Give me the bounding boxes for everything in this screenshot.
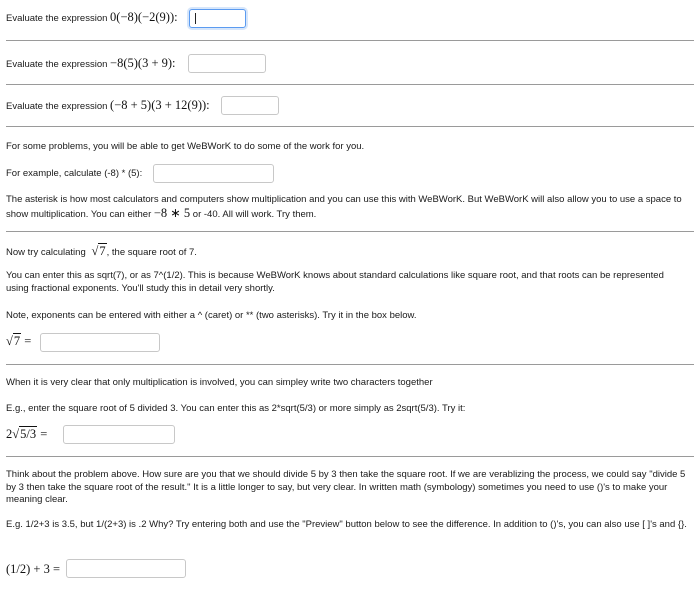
problem-1-prompt: [6, 11, 694, 25]
sqrt-7-math: √7: [88, 244, 106, 258]
webwork-intro-text: For some problems, you will be able to get WeBWorK to do some of the work for you.: [6, 141, 365, 152]
sqrt-equation-label: √7 =: [6, 334, 32, 348]
asterisk-paragraph-end: or -40. All will work. Try them.: [192, 208, 317, 220]
problem-1-answer-input[interactable]: [189, 9, 246, 28]
parentheses-paragraph: Think about the problem above. How sure are you that we should divide 5 by 3 then take the square root. If we are verablizing the process, we could say "divide 5 by 3 then take the square root of the result." It is a little longer to say, but very clear. In written math (symbology) sometimes you need to use ()'s to make your meaning clear.: [6, 469, 686, 505]
divider: [6, 40, 694, 41]
divider: [6, 84, 694, 85]
problem-2-prompt: [6, 57, 694, 71]
coefficient: 2: [6, 427, 13, 441]
example-answer-input[interactable]: [153, 164, 274, 183]
half-plus-three-answer-input[interactable]: [66, 559, 186, 578]
problem-3-answer-input[interactable]: [221, 96, 279, 115]
asterisk-math: −8 ∗ 5: [153, 205, 191, 220]
sqrt-5-3-equation-label: 2√5/3 =: [6, 427, 48, 441]
problem-1-expression: 0(−8)(−2(9)):: [110, 10, 178, 24]
sqrt-5-3-answer-input[interactable]: [63, 425, 175, 444]
problem-2-expression: −8(5)(3 + 9):: [110, 56, 176, 70]
divider: [6, 456, 694, 457]
text-caret: [195, 13, 196, 24]
sqrt-radicand: 7: [99, 244, 106, 258]
exponent-note: Note, exponents can be entered with either a ^ (caret) or ** (two asterisks). Try it in the box below.: [6, 310, 417, 321]
asterisk-paragraph: [6, 194, 686, 221]
problem-2-answer-input[interactable]: [188, 54, 266, 73]
divider: [6, 231, 694, 232]
problem-3-text: Evaluate the expression: [6, 101, 108, 112]
problem-1-text: Evaluate the expression: [6, 13, 108, 24]
equals-sign: =: [40, 427, 48, 441]
divider: [6, 364, 694, 365]
sqrt-5-3-radicand: 5/3: [20, 427, 37, 441]
divider: [6, 126, 694, 127]
sqrt-explanation: You can enter this as sqrt(7), or as 7^(1/2). This is because WeBWorK knows about standard calculations like square root, and that roots can be represented using fractional exponents. You'll study this in detail very shortly.: [6, 270, 664, 294]
implicit-multiplication-intro: When it is very clear that only multiplication is involved, you can simpley write two characters together: [6, 377, 433, 388]
sqrt-prompt-end: , the square root of 7.: [106, 247, 197, 258]
sqrt-eq-radicand: 7: [13, 334, 21, 348]
implicit-multiplication-example: E.g., enter the square root of 5 divided 3. You can enter this as 2*sqrt(5/3) or more simply as 2sqrt(5/3). Try it:: [6, 403, 466, 414]
sqrt-answer-input[interactable]: [40, 333, 160, 352]
asterisk-paragraph-text: The asterisk is how most calculators and computers show multiplication and you can use this with WeBWorK. But WeBWorK will also allow you to use a space to show multiplication. You can either: [6, 194, 682, 220]
equals-sign: =: [24, 334, 32, 348]
half-plus-three-expression: (1/2) + 3 =: [6, 562, 61, 576]
sqrt-prompt-text: Now try calculating: [6, 247, 86, 258]
example-prompt: For example, calculate (-8) * (5):: [6, 168, 143, 179]
problem-3-prompt: [6, 99, 694, 113]
parentheses-example: E.g. 1/2+3 is 3.5, but 1/(2+3) is .2 Why? Try entering both and use the "Preview" button below to see the difference. In addition to ()'s, you can also use [ ]'s and {}.: [6, 519, 687, 530]
sqrt-prompt: [6, 245, 694, 259]
problem-2-text: Evaluate the expression: [6, 59, 108, 70]
problem-3-expression: (−8 + 5)(3 + 12(9)):: [110, 98, 210, 112]
